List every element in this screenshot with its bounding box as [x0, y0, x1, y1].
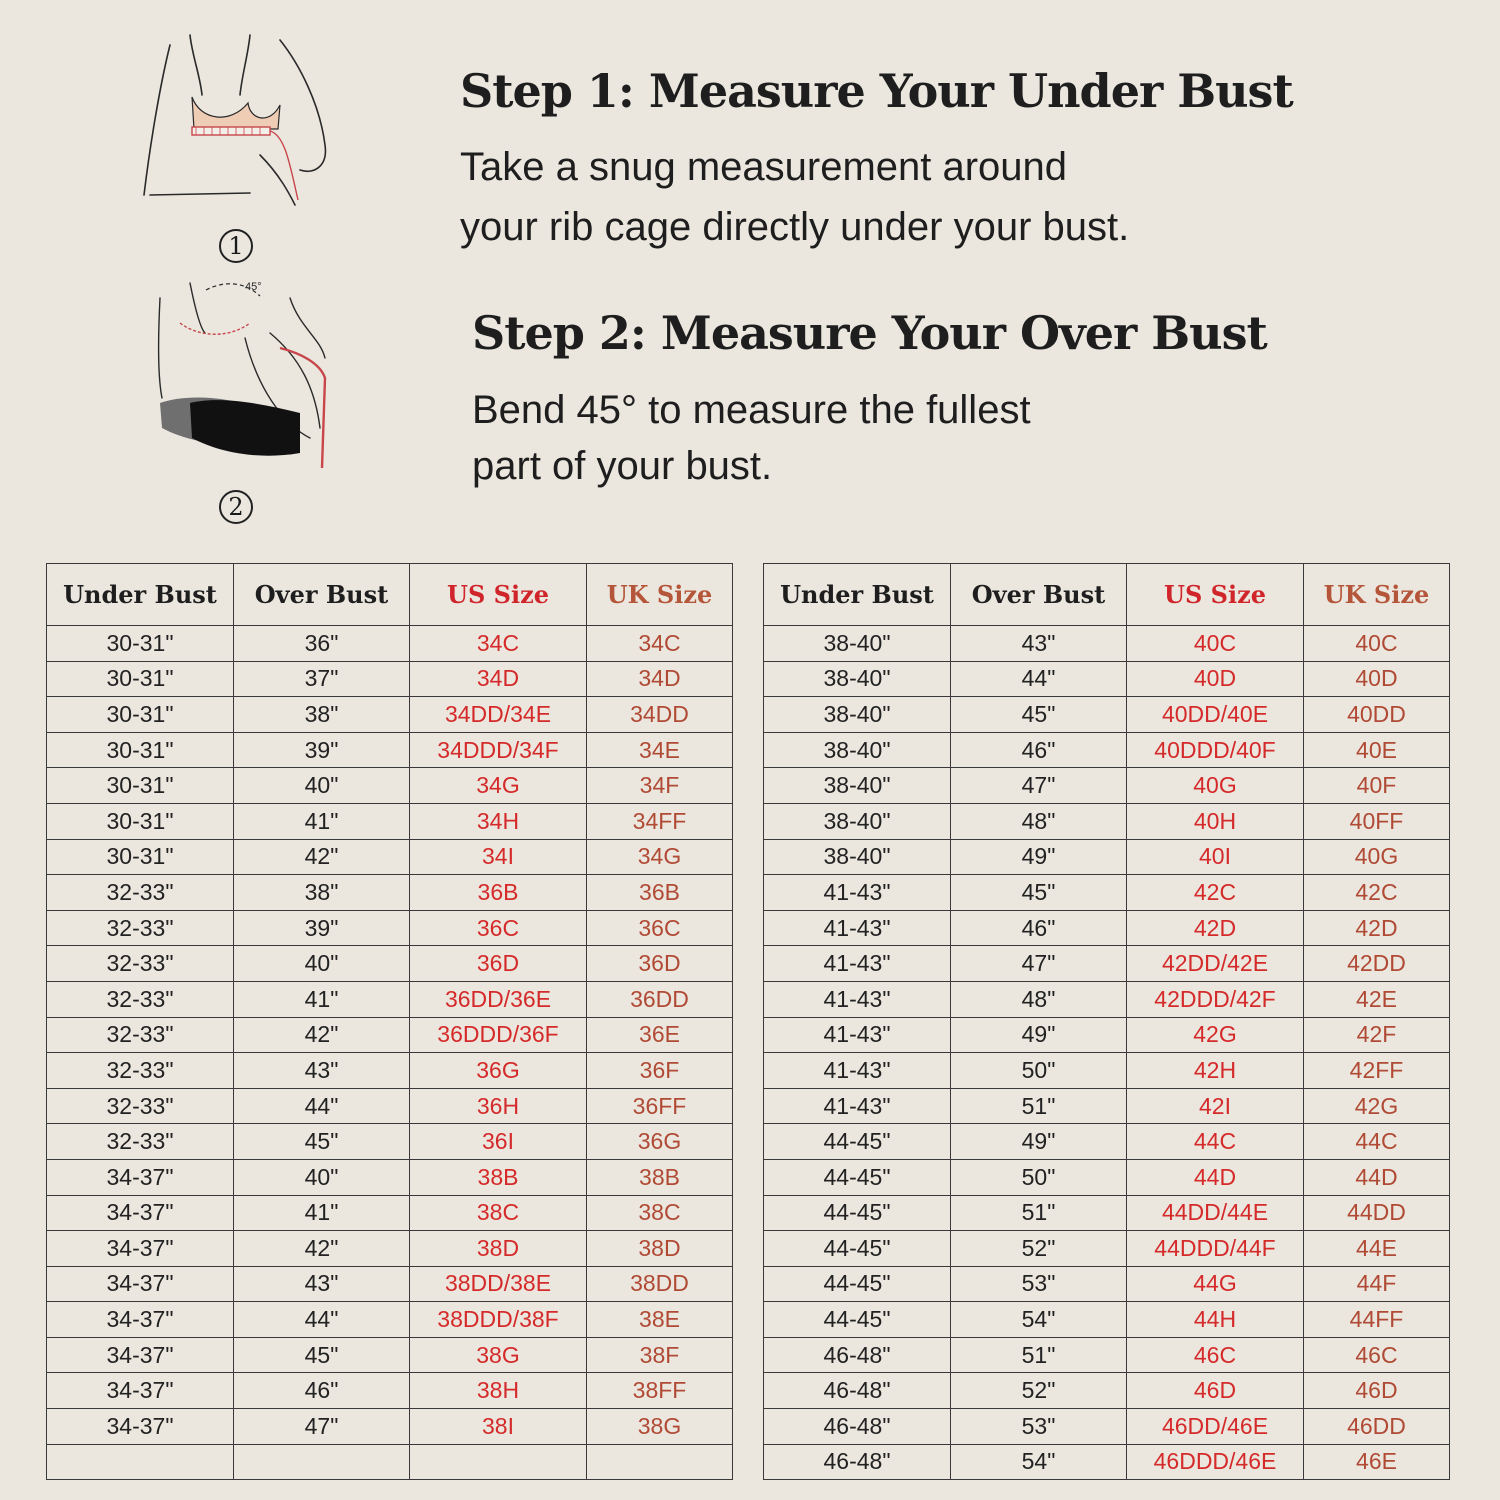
- cell-uk-size: 42E: [1304, 981, 1450, 1017]
- cell-under-bust: 41-43": [764, 1053, 951, 1089]
- table-row: [47, 1017, 733, 1053]
- cell-under-bust: 32-33": [47, 910, 234, 946]
- table-row: [764, 875, 1450, 911]
- cell-uk-size: 40C: [1304, 626, 1450, 662]
- cell-us-size: 38I: [410, 1409, 587, 1445]
- cell-uk-size: 42FF: [1304, 1053, 1450, 1089]
- table-row: [47, 661, 733, 697]
- cell-under-bust: 34-37": [47, 1302, 234, 1338]
- cell-uk-size: 40DD: [1304, 697, 1450, 733]
- cell-over-bust: 45": [951, 697, 1127, 733]
- cell-uk-size: 44D: [1304, 1159, 1450, 1195]
- cell-over-bust: 53": [951, 1266, 1127, 1302]
- cell-us-size: 38DDD/38F: [410, 1302, 587, 1338]
- table-row: [764, 1053, 1450, 1089]
- cell-under-bust: 44-45": [764, 1266, 951, 1302]
- cell-over-bust: 40": [234, 946, 410, 982]
- cell-uk-size: 34G: [587, 839, 733, 875]
- cell-under-bust: 38-40": [764, 839, 951, 875]
- cell-under-bust: 34-37": [47, 1195, 234, 1231]
- cell-uk-size: 36FF: [587, 1088, 733, 1124]
- cell-over-bust: 43": [951, 626, 1127, 662]
- table-row: [47, 1444, 733, 1480]
- cell-us-size: 38G: [410, 1337, 587, 1373]
- cell-over-bust: 54": [951, 1444, 1127, 1480]
- cell-under-bust: 32-33": [47, 875, 234, 911]
- table-row: [47, 768, 733, 804]
- cell-us-size: 38C: [410, 1195, 587, 1231]
- table-row: [47, 1337, 733, 1373]
- cell-over-bust: 36": [234, 626, 410, 662]
- cell-us-size: 40DDD/40F: [1127, 732, 1304, 768]
- header-uk-size: UK Size: [1304, 564, 1450, 626]
- table-row: [47, 910, 733, 946]
- cell-under-bust: 44-45": [764, 1159, 951, 1195]
- step-2-badge: 2: [219, 490, 253, 524]
- cell-uk-size: 44FF: [1304, 1302, 1450, 1338]
- step-2-desc-line1: Bend 45° to measure the fullest: [472, 388, 1031, 432]
- table-header-row: [47, 564, 733, 626]
- cell-over-bust: [234, 1444, 410, 1480]
- cell-uk-size: 34D: [587, 661, 733, 697]
- cell-uk-size: 36C: [587, 910, 733, 946]
- table-row: [47, 697, 733, 733]
- cell-uk-size: 42G: [1304, 1088, 1450, 1124]
- table-row: [764, 768, 1450, 804]
- cell-uk-size: 38D: [587, 1231, 733, 1267]
- table-row: [764, 946, 1450, 982]
- cell-uk-size: 38C: [587, 1195, 733, 1231]
- cell-over-bust: 42": [234, 1017, 410, 1053]
- table-row: [47, 1266, 733, 1302]
- cell-us-size: 40G: [1127, 768, 1304, 804]
- table-row: [47, 732, 733, 768]
- cell-under-bust: 32-33": [47, 946, 234, 982]
- cell-under-bust: 41-43": [764, 1017, 951, 1053]
- cell-over-bust: 48": [951, 803, 1127, 839]
- step-2-title: Step 2: Measure Your Over Bust: [472, 306, 1267, 360]
- over-bust-illustration: [150, 278, 340, 478]
- cell-us-size: 34DDD/34F: [410, 732, 587, 768]
- table-row: [764, 626, 1450, 662]
- cell-us-size: 38DD/38E: [410, 1266, 587, 1302]
- cell-uk-size: 34F: [587, 768, 733, 804]
- cell-uk-size: 38E: [587, 1302, 733, 1338]
- step-2-desc-line2: part of your bust.: [472, 444, 773, 488]
- table-row: [764, 803, 1450, 839]
- cell-us-size: 36DDD/36F: [410, 1017, 587, 1053]
- step-1-badge: 1: [219, 229, 253, 263]
- table-row: [47, 875, 733, 911]
- header-under-bust: Under Bust: [47, 564, 234, 626]
- header-over-bust: Over Bust: [234, 564, 410, 626]
- cell-us-size: 40C: [1127, 626, 1304, 662]
- table-row: [764, 1337, 1450, 1373]
- cell-us-size: [410, 1444, 587, 1480]
- cell-uk-size: 36F: [587, 1053, 733, 1089]
- cell-under-bust: 46-48": [764, 1409, 951, 1445]
- table-row: [47, 1088, 733, 1124]
- cell-uk-size: 46DD: [1304, 1409, 1450, 1445]
- cell-over-bust: 53": [951, 1409, 1127, 1445]
- cell-uk-size: 40FF: [1304, 803, 1450, 839]
- cell-over-bust: 40": [234, 1159, 410, 1195]
- cell-us-size: 42DD/42E: [1127, 946, 1304, 982]
- cell-us-size: 34G: [410, 768, 587, 804]
- cell-over-bust: 41": [234, 803, 410, 839]
- table-row: [47, 981, 733, 1017]
- cell-us-size: 34I: [410, 839, 587, 875]
- cell-over-bust: 44": [234, 1088, 410, 1124]
- cell-over-bust: 50": [951, 1159, 1127, 1195]
- cell-uk-size: 38F: [587, 1337, 733, 1373]
- cell-over-bust: 40": [234, 768, 410, 804]
- header-under-bust: Under Bust: [764, 564, 951, 626]
- size-table-left: [46, 563, 733, 1480]
- table-row: [764, 1017, 1450, 1053]
- cell-us-size: 36H: [410, 1088, 587, 1124]
- cell-us-size: 42DDD/42F: [1127, 981, 1304, 1017]
- cell-under-bust: 30-31": [47, 768, 234, 804]
- step-1-title: Step 1: Measure Your Under Bust: [460, 64, 1293, 118]
- table-row: [47, 946, 733, 982]
- cell-under-bust: 44-45": [764, 1231, 951, 1267]
- cell-over-bust: 44": [951, 661, 1127, 697]
- cell-uk-size: 36B: [587, 875, 733, 911]
- cell-us-size: 42I: [1127, 1088, 1304, 1124]
- cell-under-bust: 41-43": [764, 1088, 951, 1124]
- cell-uk-size: 38G: [587, 1409, 733, 1445]
- cell-over-bust: 45": [234, 1124, 410, 1160]
- cell-us-size: 34C: [410, 626, 587, 662]
- header-us-size: US Size: [410, 564, 587, 626]
- cell-uk-size: 42C: [1304, 875, 1450, 911]
- cell-over-bust: 42": [234, 1231, 410, 1267]
- cell-uk-size: 42DD: [1304, 946, 1450, 982]
- cell-over-bust: 38": [234, 875, 410, 911]
- table-row: [764, 1124, 1450, 1160]
- cell-over-bust: 39": [234, 910, 410, 946]
- table-row: [47, 803, 733, 839]
- cell-over-bust: 51": [951, 1337, 1127, 1373]
- header-over-bust: Over Bust: [951, 564, 1127, 626]
- cell-over-bust: 39": [234, 732, 410, 768]
- cell-under-bust: 38-40": [764, 661, 951, 697]
- cell-over-bust: 48": [951, 981, 1127, 1017]
- cell-uk-size: 40G: [1304, 839, 1450, 875]
- cell-us-size: 42H: [1127, 1053, 1304, 1089]
- cell-under-bust: 34-37": [47, 1231, 234, 1267]
- cell-over-bust: 46": [951, 732, 1127, 768]
- cell-over-bust: 49": [951, 839, 1127, 875]
- cell-us-size: 44C: [1127, 1124, 1304, 1160]
- table-row: [47, 1373, 733, 1409]
- cell-over-bust: 47": [951, 946, 1127, 982]
- cell-us-size: 36C: [410, 910, 587, 946]
- cell-us-size: 36G: [410, 1053, 587, 1089]
- cell-under-bust: 41-43": [764, 981, 951, 1017]
- cell-under-bust: 46-48": [764, 1373, 951, 1409]
- cell-under-bust: 30-31": [47, 803, 234, 839]
- cell-under-bust: 34-37": [47, 1409, 234, 1445]
- cell-uk-size: 38DD: [587, 1266, 733, 1302]
- cell-under-bust: 34-37": [47, 1159, 234, 1195]
- cell-us-size: 46C: [1127, 1337, 1304, 1373]
- cell-uk-size: 46D: [1304, 1373, 1450, 1409]
- cell-under-bust: [47, 1444, 234, 1480]
- cell-under-bust: 34-37": [47, 1266, 234, 1302]
- cell-uk-size: 38FF: [587, 1373, 733, 1409]
- cell-us-size: 42C: [1127, 875, 1304, 911]
- cell-under-bust: 38-40": [764, 732, 951, 768]
- cell-us-size: 44DDD/44F: [1127, 1231, 1304, 1267]
- table-row: [764, 1088, 1450, 1124]
- cell-under-bust: 32-33": [47, 1053, 234, 1089]
- table-row: [764, 910, 1450, 946]
- cell-us-size: 40DD/40E: [1127, 697, 1304, 733]
- table-row: [47, 1195, 733, 1231]
- table-row: [764, 1373, 1450, 1409]
- header-uk-size: UK Size: [587, 564, 733, 626]
- table-row: [764, 1302, 1450, 1338]
- cell-under-bust: 34-37": [47, 1337, 234, 1373]
- cell-us-size: 36B: [410, 875, 587, 911]
- cell-under-bust: 44-45": [764, 1195, 951, 1231]
- under-bust-illustration: [130, 25, 340, 215]
- cell-over-bust: 49": [951, 1017, 1127, 1053]
- cell-under-bust: 44-45": [764, 1302, 951, 1338]
- cell-us-size: 46DD/46E: [1127, 1409, 1304, 1445]
- table-row: [47, 1409, 733, 1445]
- cell-over-bust: 52": [951, 1231, 1127, 1267]
- cell-us-size: 42D: [1127, 910, 1304, 946]
- angle-label: 45°: [245, 281, 262, 293]
- cell-under-bust: 32-33": [47, 1124, 234, 1160]
- table-row: [47, 626, 733, 662]
- cell-us-size: 40H: [1127, 803, 1304, 839]
- cell-over-bust: 45": [234, 1337, 410, 1373]
- cell-uk-size: 36D: [587, 946, 733, 982]
- cell-under-bust: 44-45": [764, 1124, 951, 1160]
- cell-over-bust: 46": [234, 1373, 410, 1409]
- cell-under-bust: 38-40": [764, 697, 951, 733]
- table-row: [764, 1195, 1450, 1231]
- cell-over-bust: 42": [234, 839, 410, 875]
- cell-uk-size: 36G: [587, 1124, 733, 1160]
- cell-uk-size: 36DD: [587, 981, 733, 1017]
- cell-us-size: 38B: [410, 1159, 587, 1195]
- cell-under-bust: 41-43": [764, 875, 951, 911]
- cell-over-bust: 46": [951, 910, 1127, 946]
- table-row: [47, 1124, 733, 1160]
- table-row: [47, 1053, 733, 1089]
- cell-under-bust: 41-43": [764, 946, 951, 982]
- cell-us-size: 40D: [1127, 661, 1304, 697]
- cell-uk-size: 42F: [1304, 1017, 1450, 1053]
- cell-uk-size: 40E: [1304, 732, 1450, 768]
- table-row: [47, 1159, 733, 1195]
- cell-uk-size: 46E: [1304, 1444, 1450, 1480]
- cell-us-size: 44D: [1127, 1159, 1304, 1195]
- cell-uk-size: 34C: [587, 626, 733, 662]
- header-us-size: US Size: [1127, 564, 1304, 626]
- cell-over-bust: 50": [951, 1053, 1127, 1089]
- cell-uk-size: 42D: [1304, 910, 1450, 946]
- table-header-row: [764, 564, 1450, 626]
- cell-under-bust: 41-43": [764, 910, 951, 946]
- cell-uk-size: 34E: [587, 732, 733, 768]
- cell-uk-size: 40F: [1304, 768, 1450, 804]
- step-1-desc-line2: your rib cage directly under your bust.: [460, 205, 1130, 249]
- table-row: [764, 732, 1450, 768]
- cell-over-bust: 45": [951, 875, 1127, 911]
- cell-us-size: 46DDD/46E: [1127, 1444, 1304, 1480]
- table-row: [764, 839, 1450, 875]
- cell-uk-size: 40D: [1304, 661, 1450, 697]
- cell-us-size: 36DD/36E: [410, 981, 587, 1017]
- cell-over-bust: 47": [234, 1409, 410, 1445]
- cell-us-size: 40I: [1127, 839, 1304, 875]
- cell-under-bust: 38-40": [764, 626, 951, 662]
- cell-under-bust: 30-31": [47, 732, 234, 768]
- cell-uk-size: 34FF: [587, 803, 733, 839]
- cell-us-size: 38H: [410, 1373, 587, 1409]
- table-row: [764, 1266, 1450, 1302]
- cell-uk-size: 46C: [1304, 1337, 1450, 1373]
- cell-over-bust: 43": [234, 1053, 410, 1089]
- cell-us-size: 34DD/34E: [410, 697, 587, 733]
- cell-us-size: 44DD/44E: [1127, 1195, 1304, 1231]
- cell-under-bust: 38-40": [764, 803, 951, 839]
- cell-over-bust: 38": [234, 697, 410, 733]
- cell-under-bust: 46-48": [764, 1444, 951, 1480]
- table-row: [764, 981, 1450, 1017]
- table-row: [764, 1231, 1450, 1267]
- cell-over-bust: 41": [234, 1195, 410, 1231]
- cell-under-bust: 30-31": [47, 661, 234, 697]
- cell-uk-size: 38B: [587, 1159, 733, 1195]
- cell-over-bust: 51": [951, 1195, 1127, 1231]
- cell-us-size: 44H: [1127, 1302, 1304, 1338]
- cell-uk-size: 34DD: [587, 697, 733, 733]
- cell-uk-size: 44E: [1304, 1231, 1450, 1267]
- table-row: [764, 697, 1450, 733]
- cell-over-bust: 44": [234, 1302, 410, 1338]
- cell-us-size: 42G: [1127, 1017, 1304, 1053]
- cell-us-size: 44G: [1127, 1266, 1304, 1302]
- cell-under-bust: 46-48": [764, 1337, 951, 1373]
- table-row: [764, 1444, 1450, 1480]
- cell-over-bust: 52": [951, 1373, 1127, 1409]
- cell-us-size: 38D: [410, 1231, 587, 1267]
- cell-uk-size: [587, 1444, 733, 1480]
- cell-over-bust: 41": [234, 981, 410, 1017]
- cell-us-size: 36I: [410, 1124, 587, 1160]
- cell-uk-size: 36E: [587, 1017, 733, 1053]
- cell-uk-size: 44F: [1304, 1266, 1450, 1302]
- cell-uk-size: 44DD: [1304, 1195, 1450, 1231]
- size-table-right: [763, 563, 1450, 1480]
- table-row: [764, 1409, 1450, 1445]
- cell-us-size: 36D: [410, 946, 587, 982]
- cell-us-size: 34D: [410, 661, 587, 697]
- cell-under-bust: 38-40": [764, 768, 951, 804]
- cell-under-bust: 30-31": [47, 839, 234, 875]
- cell-under-bust: 34-37": [47, 1373, 234, 1409]
- cell-us-size: 46D: [1127, 1373, 1304, 1409]
- table-row: [47, 1231, 733, 1267]
- table-row: [764, 661, 1450, 697]
- cell-uk-size: 44C: [1304, 1124, 1450, 1160]
- cell-us-size: 34H: [410, 803, 587, 839]
- cell-over-bust: 47": [951, 768, 1127, 804]
- cell-under-bust: 30-31": [47, 697, 234, 733]
- cell-over-bust: 54": [951, 1302, 1127, 1338]
- cell-over-bust: 51": [951, 1088, 1127, 1124]
- table-row: [47, 839, 733, 875]
- cell-under-bust: 30-31": [47, 626, 234, 662]
- table-row: [764, 1159, 1450, 1195]
- cell-over-bust: 43": [234, 1266, 410, 1302]
- table-row: [47, 1302, 733, 1338]
- cell-over-bust: 49": [951, 1124, 1127, 1160]
- step-1-desc-line1: Take a snug measurement around: [460, 145, 1068, 189]
- cell-under-bust: 32-33": [47, 981, 234, 1017]
- cell-under-bust: 32-33": [47, 1017, 234, 1053]
- cell-over-bust: 37": [234, 661, 410, 697]
- cell-under-bust: 32-33": [47, 1088, 234, 1124]
